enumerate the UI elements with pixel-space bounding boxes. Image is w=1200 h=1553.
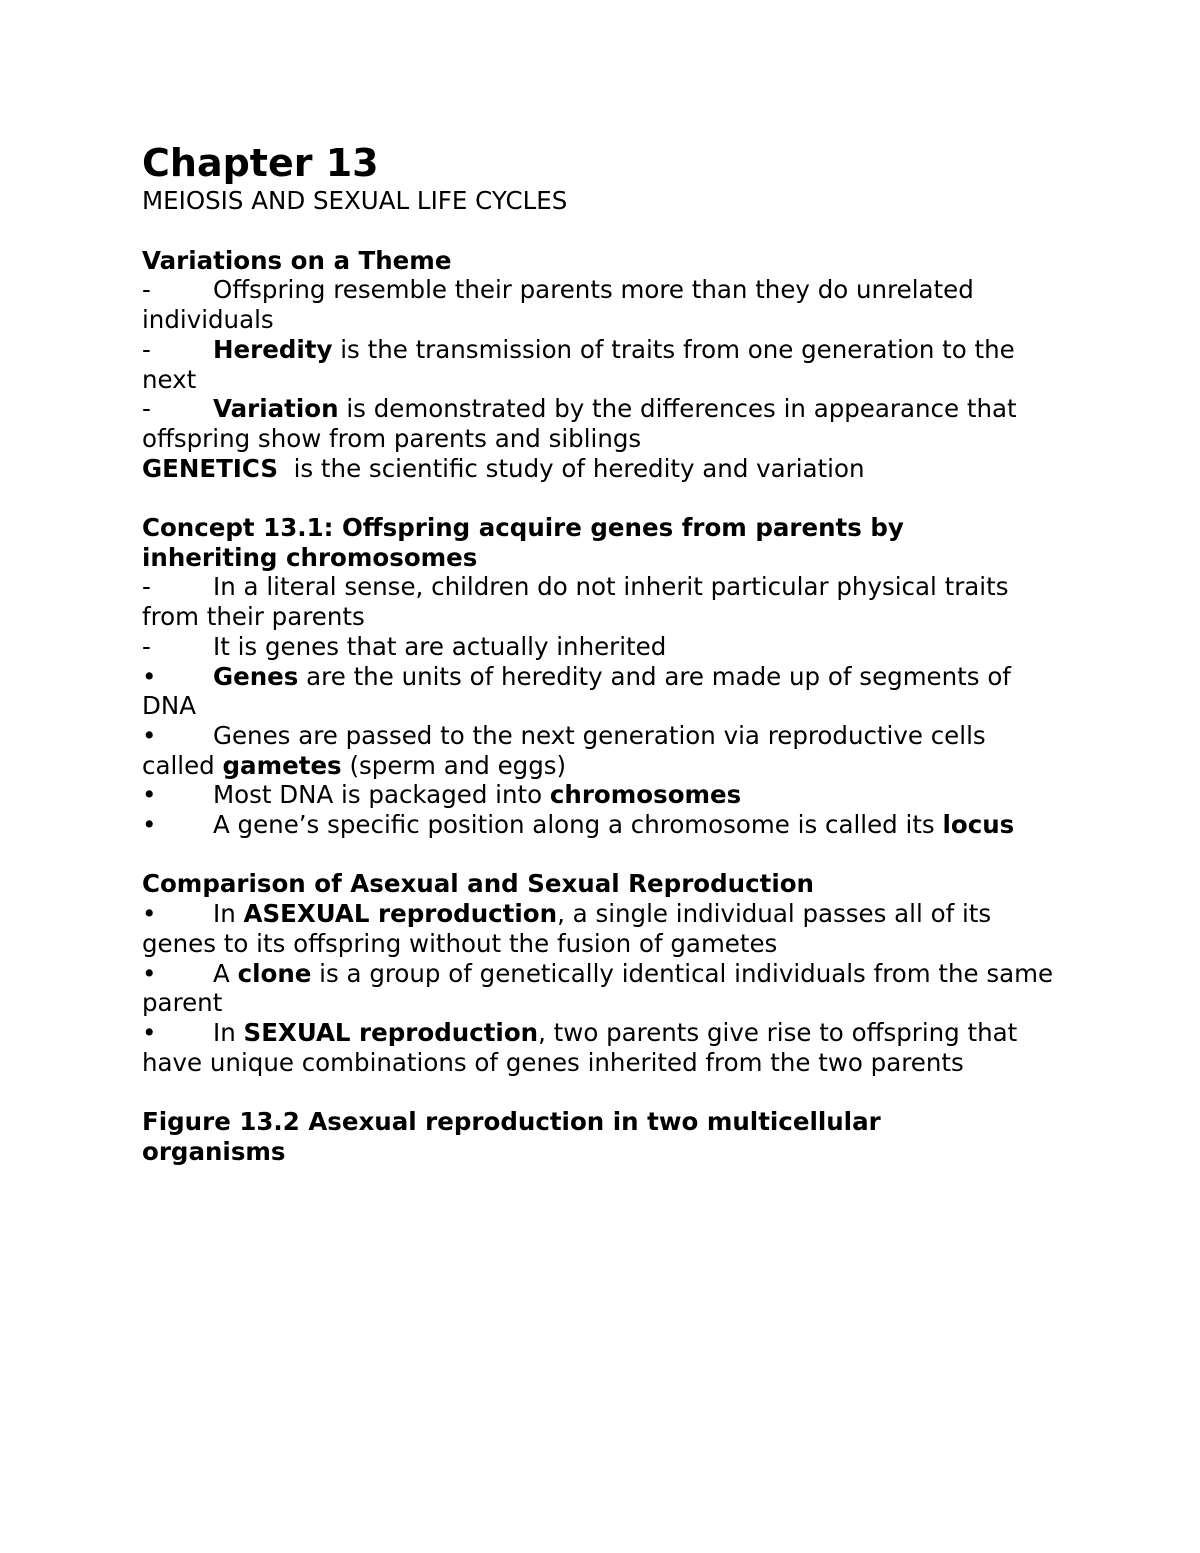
bullet-marker: • <box>142 1017 157 1047</box>
item-text: (sperm and eggs) <box>341 750 567 780</box>
bullet-marker: • <box>142 958 157 988</box>
list-item <box>142 632 1062 662</box>
bullet-marker: • <box>142 899 157 929</box>
section-heading-concept-13-1: Concept 13.1: Offspring acquire genes from parents by inheriting chromosomes <box>142 513 904 572</box>
item-text: In <box>213 1017 244 1047</box>
item-text: A <box>213 958 238 988</box>
item-text: is a group of genetically identical individuals from the same parent <box>142 958 1054 1018</box>
item-text: In <box>213 899 244 929</box>
list-item <box>142 899 1062 958</box>
term-genetics: GENETICS <box>142 453 278 483</box>
list-item <box>142 1018 1062 1077</box>
term-gametes: gametes <box>222 750 342 780</box>
spacer <box>142 483 1062 513</box>
chapter-subtitle: MEIOSIS AND SEXUAL LIFE CYCLES <box>142 186 568 215</box>
list-item <box>142 959 1062 1018</box>
item-text: A gene’s specific position along a chromosome is called its <box>213 810 943 840</box>
genetics-definition <box>142 454 1062 484</box>
list-item <box>142 572 1062 631</box>
term-genes: Genes <box>213 661 299 691</box>
section-heading-comparison: Comparison of Asexual and Sexual Reproduction <box>142 869 814 899</box>
term-locus: locus <box>942 810 1015 840</box>
item-text: is the transmission of traits from one generation to the next <box>142 334 1015 394</box>
list-item <box>142 780 1062 810</box>
term-chromosomes: chromosomes <box>549 780 742 810</box>
term-asexual-reproduction: ASEXUAL reproduction <box>243 899 558 929</box>
list-item <box>142 721 1062 780</box>
dash-marker: - <box>142 631 151 661</box>
document-page <box>142 140 1062 1166</box>
chapter-title: Chapter 13 <box>142 141 379 185</box>
item-text: are the units of heredity and are made up of segments of DNA <box>142 661 1011 721</box>
list-item <box>142 394 1062 453</box>
dash-marker: - <box>142 394 151 424</box>
dash-marker: - <box>142 334 151 364</box>
item-text: In a literal sense, children do not inherit particular physical traits from their parents <box>142 572 1009 632</box>
item-text: is demonstrated by the differences in appearance that offspring show from parents and siblings <box>142 394 1017 453</box>
bullet-marker: • <box>142 661 157 691</box>
term-clone: clone <box>237 958 312 988</box>
dash-marker: - <box>142 275 151 305</box>
spacer <box>142 216 1062 246</box>
list-item <box>142 335 1062 394</box>
spacer <box>142 840 1062 870</box>
figure-caption: Figure 13.2 Asexual reproduction in two multicellular organisms <box>142 1107 881 1166</box>
section-heading-variations: Variations on a Theme <box>142 245 452 275</box>
bullet-marker: • <box>142 780 157 810</box>
item-text: Genes are passed to the next generation via reproductive cells called <box>142 720 986 780</box>
item-text: It is genes that are actually inherited <box>213 631 667 661</box>
dash-marker: - <box>142 572 151 602</box>
list-item <box>142 275 1062 334</box>
bullet-marker: • <box>142 720 157 750</box>
list-item <box>142 810 1062 840</box>
item-text: , two parents give rise to offspring that have unique combinations of genes inherited from the two parents <box>142 1017 1018 1077</box>
bullet-marker: • <box>142 810 157 840</box>
item-text: is the scientific study of heredity and variation <box>278 453 865 483</box>
spacer <box>142 1077 1062 1107</box>
term-heredity: Heredity <box>213 334 333 364</box>
list-item <box>142 662 1062 721</box>
term-variation: Variation <box>213 394 339 424</box>
item-text: , a single individual passes all of its genes to its offspring without the fusion of gametes <box>142 899 992 958</box>
item-text: Offspring resemble their parents more than they do unrelated individuals <box>142 275 974 335</box>
term-sexual-reproduction: SEXUAL reproduction <box>243 1017 539 1047</box>
item-text: Most DNA is packaged into <box>213 780 550 810</box>
